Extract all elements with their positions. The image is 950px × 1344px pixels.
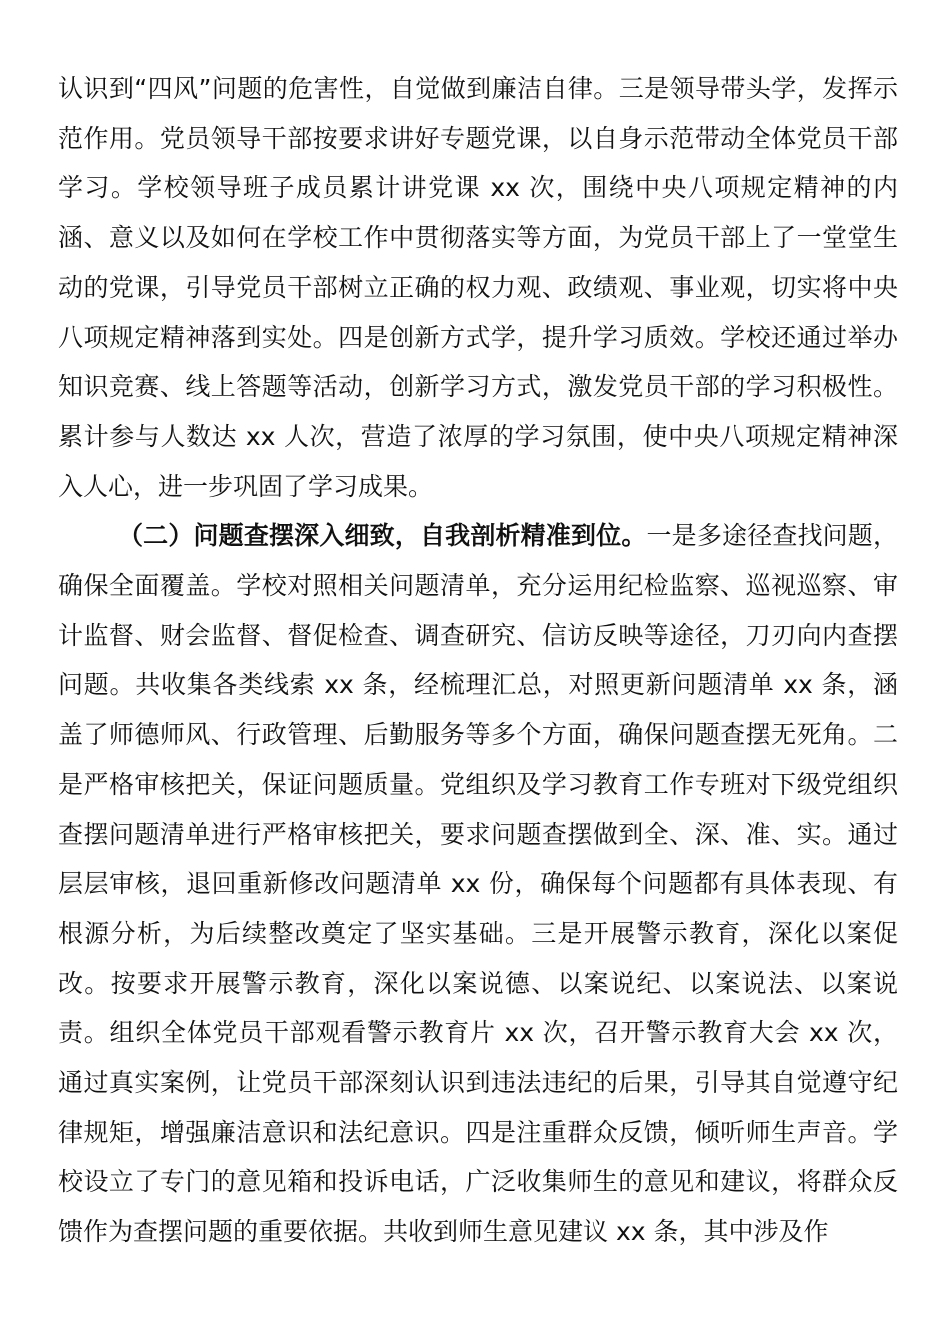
paragraph-continuation: 认识到“四风”问题的危害性，自觉做到廉洁自律。三是领导带头学，发挥示范作用。党员领导干部按要求讲好专题党课，以自身示范带动全体党员干部学习。学校领导班子成员累计讲党课 xx 次，围绕中央八项规定精神的内涵、意义以及如何在学校工作中贯彻落实等方面，为党员干部上了一堂堂生动的党课，引导党员干部树立正确的权力观、政绩观、事业观，切实将中央八项规定精神落到实处。四是创新方式学，提升学习质效。学校还通过举办知识竞赛、线上答题等活动，创新学习方式，激发党员干部的学习积极性。累计参与人数达 xx 人次，营造了浓厚的学习氛围，使中央八项规定精神深入人心，进一步巩固了学习成果。	[58, 74, 898, 501]
paragraph-section-two	[58, 511, 898, 1257]
section-heading: （二）问题查摆深入细致，自我剖析精准到位。	[118, 521, 647, 551]
document-body	[58, 64, 898, 1257]
section-body: 一是多途径查找问题，确保全面覆盖。学校对照相关问题清单，充分运用纪检监察、巡视巡察、审计监督、财会监督、督促检查、调查研究、信访反映等途径，刀刃向内查摆问题。共收集各类线索 xx 条，经梳理汇总，对照更新问题清单 xx 条，涵盖了师德师风、行政管理、后勤服务等多个方面，确保问题查摆无死角。二是严格审核把关，保证问题质量。党组织及学习教育工作专班对下级党组织查摆问题清单进行严格审核把关，要求问题查摆做到全、深、准、实。通过层层审核，退回重新修改问题清单 xx 份，确保每个问题都有具体表现、有根源分析，为后续整改奠定了坚实基础。三是开展警示教育，深化以案促改。按要求开展警示教育，深化以案说德、以案说纪、以案说法、以案说责。组织全体党员干部观看警示教育片 xx 次，召开警示教育大会 xx 次，通过真实案例，让党员干部深刻认识到违法违纪的后果，引导其自觉遵守纪律规矩，增强廉洁意识和法纪意识。四是注重群众反馈，倾听师生声音。学校设立了专门的意见箱和投诉电话，广泛收集师生的意见和建议，将群众反馈作为查摆问题的重要依据。共收到师生意见建议 xx 条，其中涉及作	[58, 521, 898, 1247]
